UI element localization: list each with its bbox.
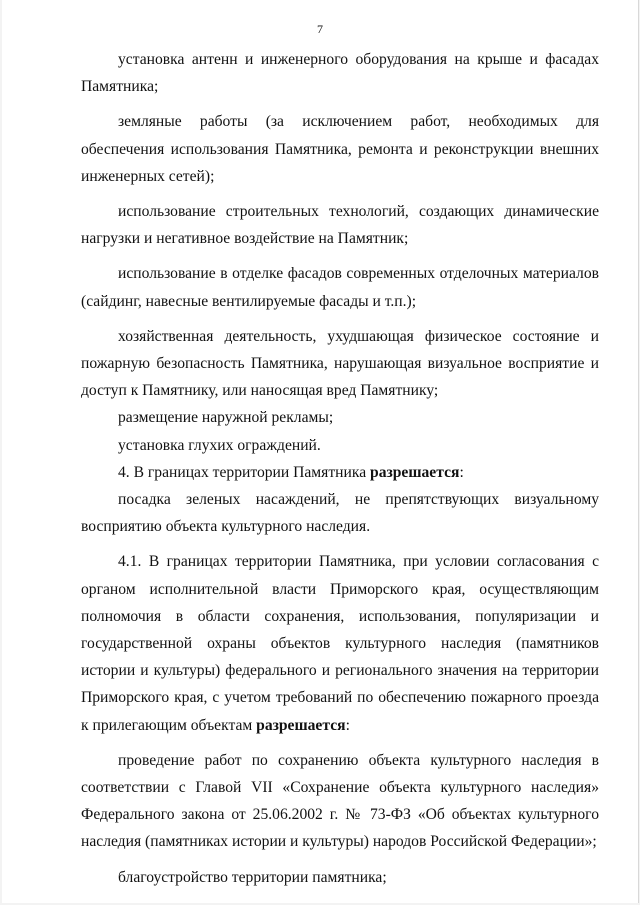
section-4-1-tail: : [345, 716, 350, 734]
paragraph-green-planting: посадка зеленых насаждений, не препятствующих визуальному восприятию объекта культурного наследия. [81, 491, 599, 536]
document-page [2, 0, 639, 903]
section-4-1 [81, 548, 599, 738]
paragraph-economic-activity: хозяйственная деятельность, ухудшающая физическое состояние и пожарную безопасность Памятника, нарушающая визуальное восприятие и доступ к Памятнику, или наносящая вред Памятнику; [81, 327, 599, 400]
section-4-1-bold: разрешается [256, 716, 346, 734]
paragraph-outdoor-advertising: размещение наружной рекламы; [118, 409, 334, 427]
paragraph-preservation-works: проведение работ по сохранению объекта культурного наследия в соответствии с Главой VII «Сохранение объекта культурного наследия» Федерального закона от 25.06.2002 г. № 73-ФЗ «Об объектах культурного наследия (памятниках истории и культуры) народов Российской Федерации»; [81, 751, 599, 851]
paragraph-landscaping: благоустройство территории памятника; [118, 868, 387, 886]
paragraph-earthworks: земляные работы (за исключением работ, необходимых для обеспечения использования Памятника, ремонта и реконструкции внешних инженерных сетей); [81, 113, 599, 185]
section-4-text: 4. В границах территории Памятника [118, 463, 371, 481]
paragraph-antennas: установка антенн и инженерного оборудования на крыше и фасадах Памятника; [81, 51, 599, 96]
section-4-bold: разрешается [370, 463, 460, 481]
section-4-heading [81, 459, 599, 486]
paragraph-construction-technologies: использование строительных технологий, создающих динамические нагрузки и негативное воздействие на Памятник; [81, 203, 599, 248]
section-4-tail: : [459, 463, 464, 481]
paragraph-facade-materials: использование в отделке фасадов современных отделочных материалов (сайдинг, навесные вентилируемые фасады и т.п.); [81, 265, 599, 310]
page-number: 7 [317, 22, 323, 36]
section-4-1-text: 4.1. В границах территории Памятника, при условии согласования с органом исполнительной власти Приморского края, осуществляющим полномочия в области сохранения, использования, популяризации и государственной охраны объектов культурного наследия (памятников истории и культуры) федерального и регионального значения на территории Приморского края, с учетом требований по обеспечению пожарного проезда к прилегающим объектам [81, 553, 599, 734]
paragraph-solid-fences: установка глухих ограждений. [118, 436, 321, 454]
document-body [81, 46, 599, 891]
